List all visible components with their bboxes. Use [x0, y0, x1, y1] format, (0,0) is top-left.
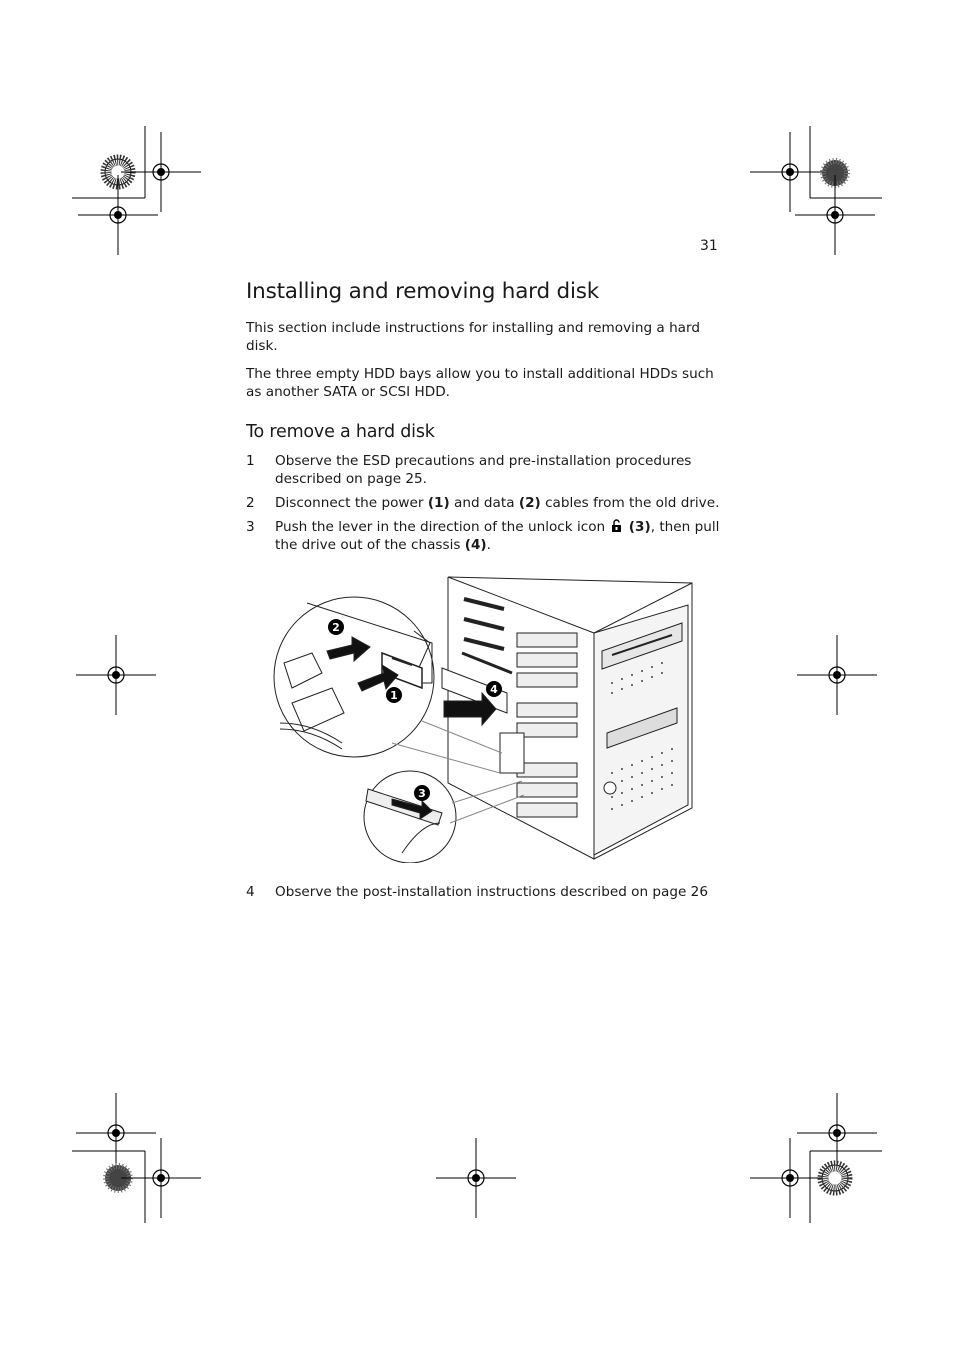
step-number: 3 — [246, 519, 255, 535]
callout-ref: (2) — [518, 495, 541, 511]
step-text: Disconnect the power (1) and data (2) cables from the old drive. — [275, 495, 720, 511]
step-number: 2 — [246, 495, 255, 511]
section-subheading: To remove a hard disk — [246, 422, 435, 442]
step-number: 1 — [246, 453, 255, 469]
step-text: Observe the ESD precautions and pre-installation procedures described on page 25. — [275, 453, 692, 487]
step-number: 4 — [246, 884, 255, 900]
callout-ref: (4) — [464, 537, 487, 553]
callout-ref: (3) — [628, 519, 651, 535]
hdd-removal-illustration — [272, 573, 697, 863]
step-text: Push the lever in the direction of the unlock icon (3), then pull the drive out of the chassis (4). — [275, 519, 720, 553]
callout-2: 2 — [332, 621, 340, 634]
unlock-icon — [611, 519, 622, 533]
callout-1: 1 — [390, 689, 398, 702]
intro-paragraph: The three empty HDD bays allow you to install additional HDDs such as another SATA or SCSI HDD. — [246, 366, 714, 400]
callout-3: 3 — [418, 787, 426, 800]
page-number: 31 — [700, 238, 718, 254]
step-text: Observe the post-installation instructions described on page 26 — [275, 884, 708, 900]
callout-ref: (1) — [427, 495, 450, 511]
intro-paragraph: This section include instructions for installing and removing a hard disk. — [246, 320, 700, 354]
callout-4: 4 — [490, 683, 498, 696]
page-title: Installing and removing hard disk — [246, 279, 600, 304]
